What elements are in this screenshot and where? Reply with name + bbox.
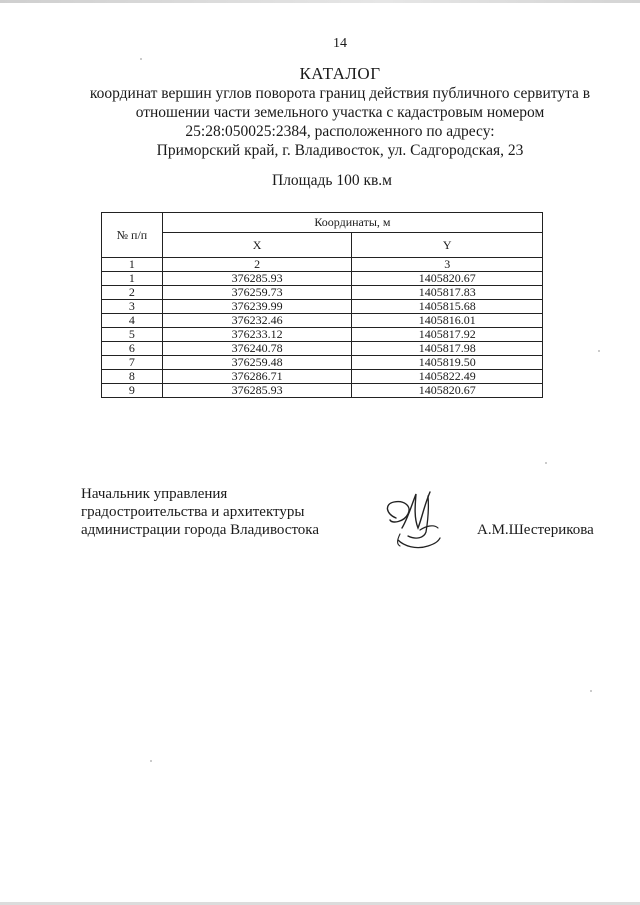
header-x: X xyxy=(162,233,352,258)
y-coordinate-cell: 1405817.83 xyxy=(352,286,543,300)
catalog-description-line-1: координат вершин углов поворота границ действия публичного сервитута в xyxy=(89,85,591,102)
area-label: Площадь 100 кв.м xyxy=(272,172,392,189)
signatory-position-line-3: администрации города Владивостока xyxy=(81,522,320,538)
coordinates-table xyxy=(101,212,543,398)
header-coordinates: Координаты, м xyxy=(162,213,542,233)
x-coordinate-cell: 376285.93 xyxy=(162,384,352,398)
table-row xyxy=(102,272,543,286)
handwritten-signature-icon xyxy=(382,488,444,554)
table-row xyxy=(102,314,543,328)
scan-speck xyxy=(545,462,547,464)
table-row xyxy=(102,300,543,314)
catalog-description-line-2: отношении части земельного участка с кадастровым номером xyxy=(135,104,545,121)
x-coordinate-cell: 376286.71 xyxy=(162,370,352,384)
signer-name: А.М.Шестерикова xyxy=(477,522,594,538)
coordinates-table-body xyxy=(102,272,543,398)
table-row xyxy=(102,328,543,342)
header-row-number: № п/п xyxy=(102,213,163,258)
row-number-cell: 1 xyxy=(102,272,163,286)
row-number-cell: 6 xyxy=(102,342,163,356)
signatory-position-line-2: градостроительства и архитектуры xyxy=(81,504,305,520)
row-number-cell: 3 xyxy=(102,300,163,314)
scan-speck xyxy=(590,690,592,692)
x-coordinate-cell: 376259.73 xyxy=(162,286,352,300)
table-row xyxy=(102,286,543,300)
y-coordinate-cell: 1405820.67 xyxy=(352,384,543,398)
page-number: 14 xyxy=(333,36,347,51)
signatory-position xyxy=(81,485,319,539)
table-row xyxy=(102,342,543,356)
y-coordinate-cell: 1405817.92 xyxy=(352,328,543,342)
catalog-address-line: Приморский край, г. Владивосток, ул. Садгородская, 23 xyxy=(156,142,524,159)
y-coordinate-cell: 1405822.49 xyxy=(352,370,543,384)
row-number-cell: 2 xyxy=(102,286,163,300)
scan-speck xyxy=(140,58,142,60)
x-coordinate-cell: 376239.99 xyxy=(162,300,352,314)
table-row xyxy=(102,356,543,370)
table-row xyxy=(102,384,543,398)
x-coordinate-cell: 376232.46 xyxy=(162,314,352,328)
y-coordinate-cell: 1405817.98 xyxy=(352,342,543,356)
column-number-1: 1 xyxy=(102,258,163,272)
scan-edge-top xyxy=(0,0,640,3)
y-coordinate-cell: 1405820.67 xyxy=(352,272,543,286)
row-number-cell: 4 xyxy=(102,314,163,328)
row-number-cell: 9 xyxy=(102,384,163,398)
catalog-title: КАТАЛОГ xyxy=(299,64,381,83)
x-coordinate-cell: 376240.78 xyxy=(162,342,352,356)
scan-speck xyxy=(598,350,600,352)
x-coordinate-cell: 376233.12 xyxy=(162,328,352,342)
title-block xyxy=(0,64,640,160)
y-coordinate-cell: 1405815.68 xyxy=(352,300,543,314)
header-y: Y xyxy=(352,233,543,258)
column-number-3: 3 xyxy=(352,258,543,272)
x-coordinate-cell: 376285.93 xyxy=(162,272,352,286)
row-number-cell: 7 xyxy=(102,356,163,370)
signatory-position-line-1: Начальник управления xyxy=(81,486,228,502)
catalog-description-line-3: 25:28:050025:2384, расположенного по адресу: xyxy=(185,123,495,140)
scan-speck xyxy=(150,760,152,762)
y-coordinate-cell: 1405819.50 xyxy=(352,356,543,370)
row-number-cell: 8 xyxy=(102,370,163,384)
column-number-2: 2 xyxy=(162,258,352,272)
x-coordinate-cell: 376259.48 xyxy=(162,356,352,370)
y-coordinate-cell: 1405816.01 xyxy=(352,314,543,328)
row-number-cell: 5 xyxy=(102,328,163,342)
table-row xyxy=(102,370,543,384)
